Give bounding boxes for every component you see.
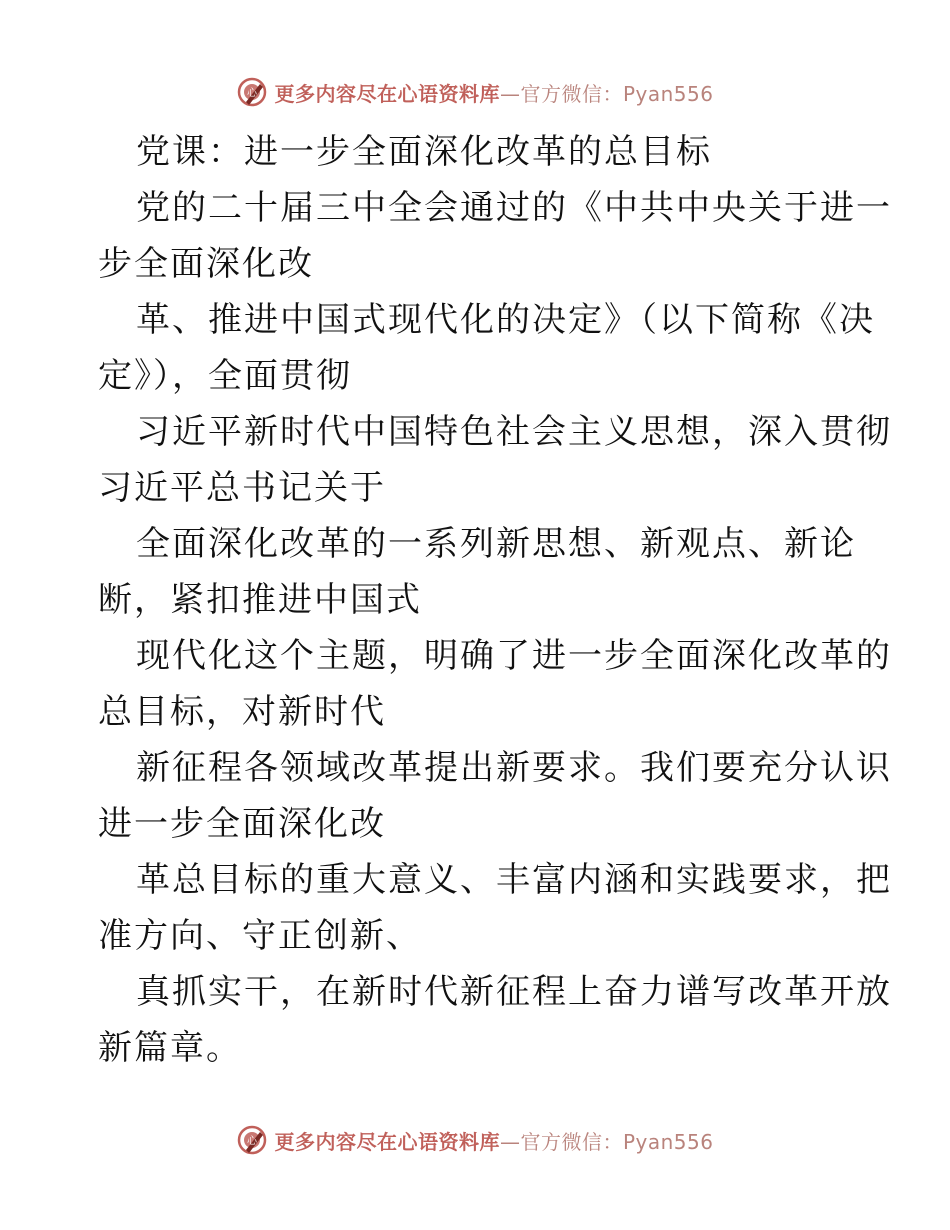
footer-watermark-banner (0, 1120, 950, 1160)
watermark-wechat: 官方微信：Pyan556 (520, 1129, 714, 1154)
paragraph-line: 现代化这个主题，明确了进一步全面深化改革的 (136, 636, 892, 676)
paragraph-line: 党的二十届三中全会通过的《中共中央关于进一 (136, 188, 892, 228)
paragraph-line: 进一步全面深化改 (98, 804, 386, 844)
paragraph-line: 习近平总书记关于 (98, 468, 386, 508)
watermark-main: 更多内容尽在心语资料库 (274, 1129, 500, 1154)
paragraph-line: 革总目标的重大意义、丰富内涵和实践要求，把 (136, 860, 892, 900)
logo-letter: 心 (247, 1136, 258, 1147)
paragraph-line: 总目标，对新时代 (98, 692, 386, 732)
watermark-wechat: 官方微信：Pyan556 (520, 81, 714, 106)
document-body (98, 124, 892, 1076)
paragraph-line: 习近平新时代中国特色社会主义思想，深入贯彻 (136, 412, 892, 452)
pen-logo-icon (236, 76, 268, 108)
watermark-main: 更多内容尽在心语资料库 (274, 81, 500, 106)
paragraph-line: 革、推进中国式现代化的决定》（以下简称《决 (136, 300, 875, 340)
paragraph-line: 真抓实干，在新时代新征程上奋力谱写改革开放 (136, 972, 892, 1012)
paragraph-line: 断，紧扣推进中国式 (98, 580, 422, 620)
document-title: 党课：进一步全面深化改革的总目标 (136, 132, 712, 172)
paragraph-line: 定》），全面贯彻 (98, 356, 352, 396)
paragraph-line: 步全面深化改 (98, 244, 314, 284)
watermark-dash: — (499, 81, 521, 106)
paragraph-line: 全面深化改革的一系列新思想、新观点、新论 (136, 524, 856, 564)
paragraph-line: 新征程各领域改革提出新要求。我们要充分认识 (136, 748, 892, 788)
watermark-dash: — (499, 1129, 521, 1154)
watermark-text (274, 1126, 713, 1155)
logo-letter: 心 (247, 88, 258, 99)
header-watermark-banner (0, 72, 950, 112)
paragraph-line: 新篇章。 (98, 1028, 242, 1068)
watermark-text (274, 78, 713, 107)
paragraph-line: 准方向、守正创新、 (98, 916, 422, 956)
pen-logo-icon (236, 1124, 268, 1156)
